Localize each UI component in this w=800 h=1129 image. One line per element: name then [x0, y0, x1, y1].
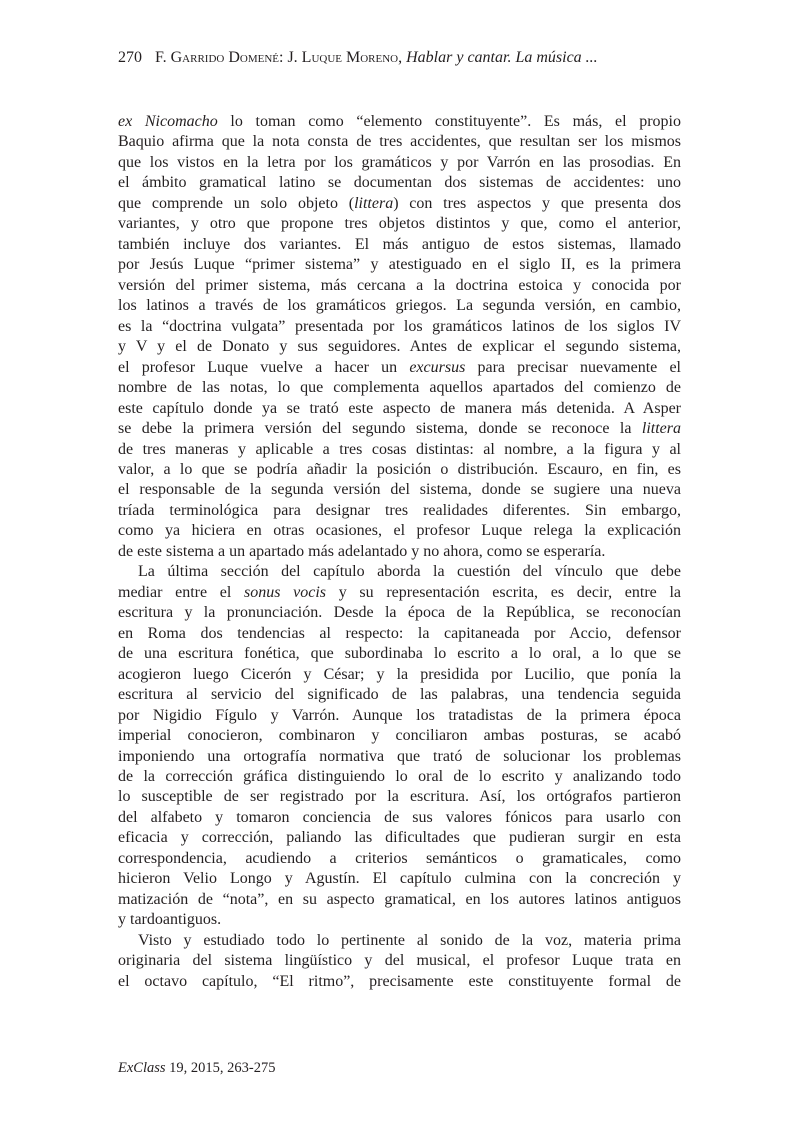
text-line: imponiendo una ortografía normativa que trató de solucionar los problemas [118, 747, 681, 765]
text-line: como ya hiciera en otras ocasiones, el profesor Luque relega la explicación [118, 522, 681, 540]
page-footer [118, 1060, 276, 1077]
paragraph [118, 112, 681, 562]
text-line: matización de “nota”, en su aspecto gramatical, en los autores latinos antiguos [118, 890, 681, 908]
italic-term: sonus vocis [244, 583, 327, 601]
text-line: escritura y la pronunciación. Desde la época de la República, se reconocían [118, 604, 681, 622]
text-line: Baquio afirma que la nota consta de tres accidentes, que resultan ser los mismos [118, 133, 681, 151]
text-line: de una escritura fonética, que subordinaba lo escrito a lo oral, a lo que se [118, 645, 681, 663]
text-line: por Jesús Luque “primer sistema” y atestiguado en el siglo II, es la primera [118, 256, 681, 274]
paragraph [118, 562, 681, 930]
italic-term: littera [354, 194, 394, 212]
text-line: este capítulo donde ya se trató este aspecto de manera más detenida. A Asper [118, 399, 681, 417]
text-line: mediar entre el sonus vocis y su representación escrita, es decir, entre la [118, 583, 682, 601]
text-line: lo susceptible de ser registrado por la escritura. Así, los ortógrafos partieron [118, 788, 681, 806]
reviewed-author: J. Luque Moreno, [287, 49, 403, 66]
text-line: los latinos a través de los gramáticos griegos. La segunda versión, en cambio, [118, 297, 681, 315]
text-line: de este sistema a un apartado más adelantado y no ahora, como se esperaría. [118, 542, 606, 560]
running-header [118, 49, 598, 67]
text-line: que los vistos en la letra por los gramáticos y por Varrón en las prosodias. En [118, 153, 681, 171]
journal-details: 19, 2015, 263-275 [165, 1060, 276, 1076]
page-number: 270 [118, 49, 142, 66]
text-line: valor, a lo que se podría añadir la posición o distribución. Escauro, en fin, es [118, 460, 681, 478]
text-line: versión del primer sistema, más cercana a la doctrina estoica y conocida por [118, 276, 681, 294]
text-line: el profesor Luque vuelve a hacer un excursus para precisar nuevamente el [118, 358, 681, 376]
text-line: variantes, y otro que propone tres objetos distintos y que, como el anterior, [118, 215, 681, 233]
text-line: y tardoantiguos. [118, 911, 222, 929]
text-line: acogieron luego Cicerón y César; y la presidida por Lucilio, que ponía la [118, 665, 681, 683]
text-line: es la “doctrina vulgata” presentada por los gramáticos latinos de los siglos IV [118, 317, 681, 335]
text-line: tríada terminológica para designar tres realidades diferentes. Sin embargo, [118, 501, 681, 519]
text-line: el octavo capítulo, “El ritmo”, precisamente este constituyente formal de [118, 972, 681, 990]
text-line: originaria del sistema lingüístico y del musical, el profesor Luque trata en [118, 952, 681, 970]
italic-term: excursus [409, 358, 466, 376]
reviewer-name: F. Garrido Domené: [155, 49, 284, 66]
text-line: imperial conocieron, combinaron y conciliaron ambas posturas, se acabó [118, 727, 681, 745]
text-line: escritura al servicio del significado de las palabras, una tendencia seguida [118, 686, 681, 704]
text-line: hicieron Velio Longo y Agustín. El capítulo culmina con la concreción y [118, 870, 681, 888]
text-line: ex Nicomacho lo toman como “elemento constituyente”. Es más, el propio [118, 113, 682, 130]
text-line: se debe la primera versión del segundo sistema, donde se reconoce la littera [118, 420, 681, 438]
text-line: correspondencia, acudiendo a criterios semánticos o gramaticales, como [118, 849, 681, 867]
text-line: La última sección del capítulo aborda la cuestión del vínculo que debe [138, 563, 681, 581]
text-line: el ámbito gramatical latino se documentan dos sistemas de accidentes: uno [118, 174, 681, 192]
text-line: eficacia y corrección, paliando las dificultades que pudieran surgir en esta [118, 829, 681, 847]
text-line: del alfabeto y tomaron conciencia de sus valores fónicos para usarlo con [118, 808, 681, 826]
body-text [118, 112, 681, 992]
text-line: el responsable de la segunda versión del sistema, donde se sugiere una nueva [118, 481, 681, 499]
text-line: de la corrección gráfica distinguiendo lo oral de lo escrito y analizando todo [118, 768, 681, 785]
italic-term: ex Nicomacho [118, 113, 218, 130]
book-title: Hablar y cantar. La música ... [406, 49, 598, 66]
paragraph [118, 931, 681, 992]
italic-term: littera [641, 420, 681, 438]
text-line: que comprende un solo objeto (littera) con tres aspectos y que presenta dos [118, 194, 682, 212]
text-line: también incluye dos variantes. El más antiguo de estos sistemas, llamado [118, 235, 681, 253]
text-line: por Nigidio Fígulo y Varrón. Aunque los tratadistas de la primera época [118, 706, 681, 724]
text-line: nombre de las notas, lo que complementa aquellos apartados del comienzo de [118, 379, 681, 397]
text-line: y V y el de Donato y sus seguidores. Antes de explicar el segundo sistema, [118, 338, 681, 356]
journal-name: ExClass [118, 1060, 166, 1076]
text-line: de tres maneras y aplicable a tres cosas distintas: al nombre, a la figura y al [118, 440, 681, 458]
text-line: en Roma dos tendencias al respecto: la capitaneada por Accio, defensor [118, 624, 681, 642]
text-line: Visto y estudiado todo lo pertinente al sonido de la voz, materia prima [138, 931, 681, 949]
